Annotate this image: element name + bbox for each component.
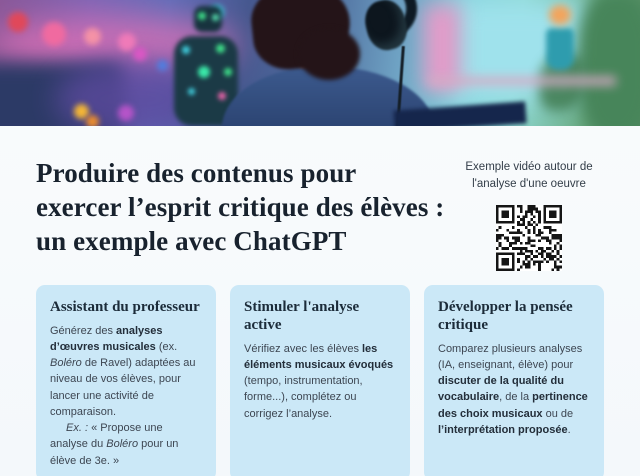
card-body: Générez des analyses d’œuvres musicales (ex. Boléro de Ravel) adaptées au niveau de vos élèves, pour lancer une activité de comparaison. bbox=[50, 324, 196, 418]
card-title: Assistant du professeur bbox=[50, 298, 200, 315]
robot-light bbox=[182, 46, 190, 54]
plant-right bbox=[577, 0, 640, 126]
card-analyse-active bbox=[230, 285, 410, 476]
robot-light bbox=[198, 12, 206, 20]
robot-light bbox=[212, 14, 219, 21]
card-assistant-professeur bbox=[36, 285, 216, 476]
robot-light bbox=[188, 88, 195, 95]
card-body: Vérifiez avec les élèves les éléments musicaux évoqués (tempo, instrumentation, forme...), complétez ou corrigez l’analyse. bbox=[244, 342, 394, 420]
card-title: Développer la pensée critique bbox=[438, 298, 573, 333]
person-hair bbox=[298, 28, 360, 80]
bokeh-dot bbox=[118, 105, 134, 121]
bokeh-dot bbox=[157, 60, 168, 71]
card-example: Ex. : « Propose une analyse du Boléro pour un élève de 3e. » bbox=[50, 422, 179, 467]
card-pensee-critique bbox=[424, 285, 604, 476]
bokeh-dot bbox=[8, 12, 28, 32]
cards-row bbox=[36, 285, 604, 476]
qr-section bbox=[454, 156, 604, 271]
bokeh-dot bbox=[133, 47, 147, 61]
robot-light bbox=[218, 92, 226, 100]
hero-photo bbox=[0, 0, 640, 126]
robot-light bbox=[198, 66, 210, 78]
qr-caption: Exemple vidéo autour de l'analyse d'une oeuvre bbox=[465, 161, 593, 191]
robot-light bbox=[224, 68, 232, 76]
slide-body bbox=[0, 126, 640, 476]
bokeh-dot bbox=[118, 33, 136, 51]
qr-code bbox=[496, 205, 562, 271]
page-title: Produire des contenus pour exercer l’esprit critique des élèves : un exemple avec ChatGPT bbox=[36, 158, 445, 257]
bokeh-dot bbox=[42, 22, 66, 46]
bokeh-dot bbox=[84, 28, 101, 45]
flower bbox=[549, 5, 571, 25]
teal-vase bbox=[546, 28, 574, 70]
card-body: Comparez plusieurs analyses (IA, enseignant, élève) pour discuter de la qualité du vocabulaire, de la pertinence des choix musicaux ou de l’interprétation proposée. bbox=[438, 342, 588, 436]
robot-light bbox=[216, 44, 225, 53]
desk-edge bbox=[428, 76, 616, 86]
card-title: Stimuler l'analyse active bbox=[244, 298, 360, 333]
bokeh-dot bbox=[86, 115, 99, 126]
